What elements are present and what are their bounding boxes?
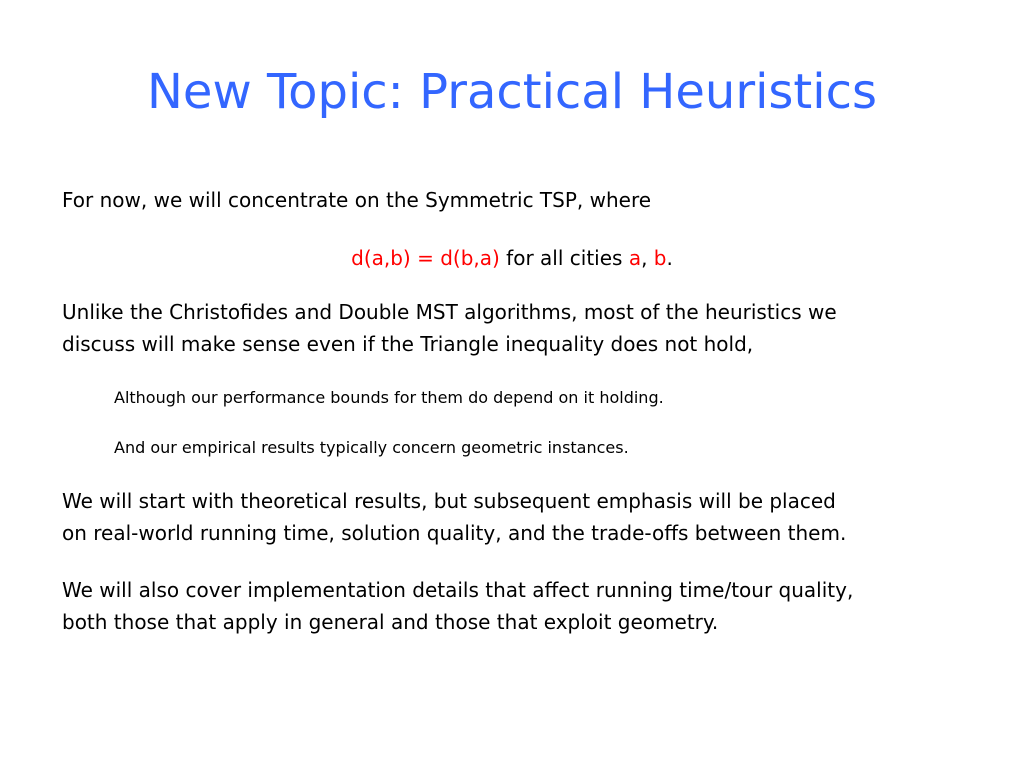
- equation-var-b: b: [653, 246, 667, 270]
- equation-formula: d(a,b) = d(b,a): [351, 246, 500, 270]
- paragraph-3-line-1: We will also cover implementation details that affect running time/tour quality,: [62, 578, 854, 602]
- slide-title: New Topic: Practical Heuristics: [147, 64, 877, 120]
- equation-comma: ,: [641, 246, 654, 270]
- equation-var-a: a: [628, 246, 642, 270]
- sub-point-2: And our empirical results typically concern geometric instances.: [114, 438, 629, 457]
- equation-period: .: [666, 246, 673, 270]
- paragraph-1-line-2: discuss will make sense even if the Triangle inequality does not hold,: [62, 332, 754, 356]
- equation-line: [0, 242, 1024, 274]
- intro-text: For now, we will concentrate on the Symmetric TSP, where: [62, 188, 652, 212]
- paragraph-2-line-1: We will start with theoretical results, but subsequent emphasis will be placed: [62, 489, 836, 513]
- equation-middle: for all cities: [499, 246, 629, 270]
- paragraph-3-line-2: both those that apply in general and those that exploit geometry.: [62, 610, 719, 634]
- paragraph-1-line-1: Unlike the Christofides and Double MST algorithms, most of the heuristics we: [62, 300, 837, 324]
- paragraph-2-line-2: on real-world running time, solution quality, and the trade-offs between them.: [62, 521, 847, 545]
- sub-point-1: Although our performance bounds for them do depend on it holding.: [114, 388, 664, 407]
